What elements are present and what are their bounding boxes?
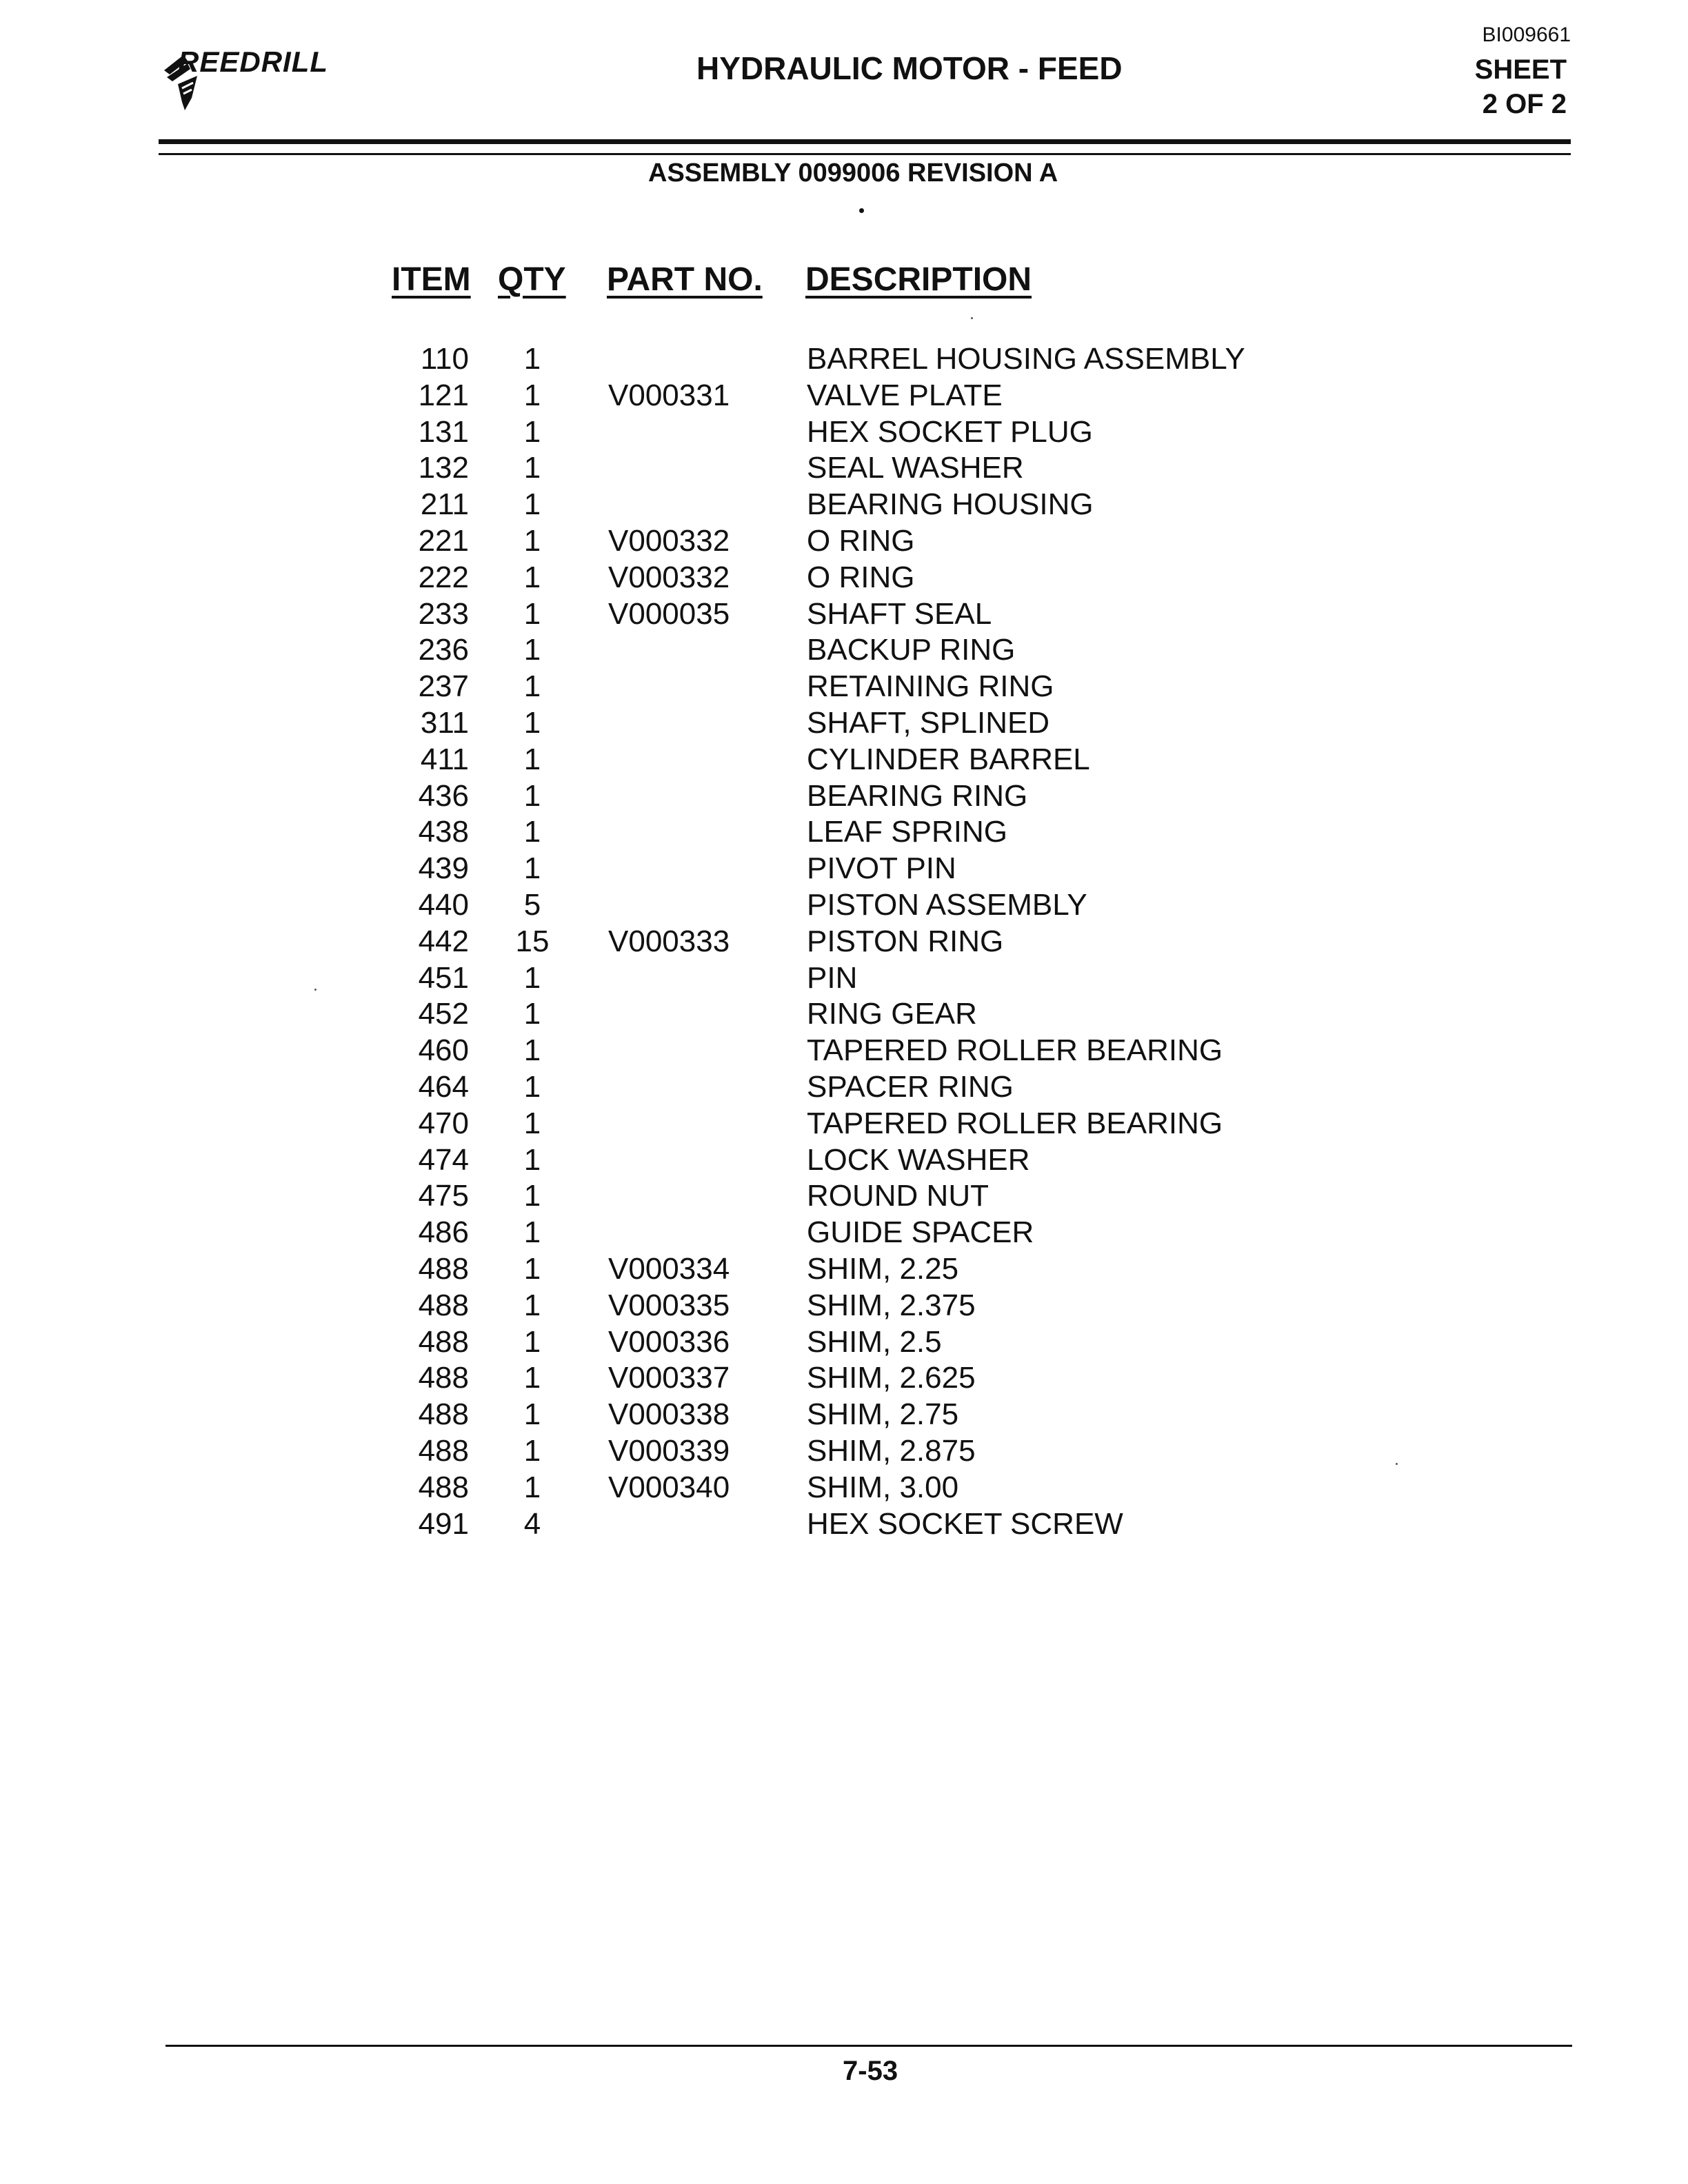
table-row [0, 1251, 1688, 1288]
quantity: 1 [523, 1033, 541, 1068]
scan-speck [1396, 1463, 1398, 1465]
quantity: 1 [523, 1470, 541, 1504]
part-description: SHAFT, SPLINED [807, 705, 1050, 740]
quantity: 1 [523, 487, 541, 522]
table-row [0, 487, 1688, 523]
part-description: PISTON RING [807, 924, 1004, 958]
part-description: SHIM, 3.00 [807, 1470, 959, 1504]
part-number: V000035 [608, 596, 730, 631]
item-number: 470 [418, 1106, 469, 1140]
table-row [0, 960, 1688, 997]
part-description: SHAFT SEAL [807, 596, 992, 631]
part-description: HEX SOCKET PLUG [807, 414, 1093, 449]
item-number: 121 [418, 378, 469, 412]
quantity: 1 [523, 560, 541, 594]
quantity: 1 [523, 778, 541, 813]
quantity: 1 [523, 1397, 541, 1432]
quantity: 1 [523, 669, 541, 704]
item-number: 474 [418, 1142, 469, 1177]
part-description: SHIM, 2.25 [807, 1251, 959, 1286]
item-number: 488 [418, 1397, 469, 1432]
quantity: 1 [523, 1361, 541, 1395]
part-description: LOCK WASHER [807, 1142, 1030, 1177]
quantity: 1 [523, 596, 541, 631]
quantity: 1 [523, 633, 541, 667]
part-description: RETAINING RING [807, 669, 1054, 704]
table-row [0, 1178, 1688, 1215]
table-row [0, 450, 1688, 487]
table-row [0, 705, 1688, 742]
part-description: PISTON ASSEMBLY [807, 887, 1087, 922]
part-description: BEARING RING [807, 778, 1028, 813]
table-row [0, 996, 1688, 1033]
part-description: TAPERED ROLLER BEARING [807, 1033, 1223, 1068]
part-description: HEX SOCKET SCREW [807, 1506, 1123, 1541]
company-logo [157, 43, 364, 112]
table-row [0, 851, 1688, 887]
table-row [0, 1470, 1688, 1506]
header-rule-thin [159, 153, 1571, 155]
part-description: SPACER RING [807, 1069, 1014, 1104]
table-row [0, 560, 1688, 596]
part-description: RING GEAR [807, 997, 977, 1031]
table-row [0, 778, 1688, 815]
table-row [0, 1506, 1688, 1543]
part-description: ROUND NUT [807, 1179, 989, 1213]
table-row [0, 414, 1688, 451]
quantity: 1 [523, 1288, 541, 1322]
quantity: 1 [523, 851, 541, 886]
part-description: O RING [807, 523, 915, 558]
table-row [0, 1397, 1688, 1433]
item-number: 451 [418, 960, 469, 995]
quantity: 4 [523, 1506, 541, 1541]
quantity: 1 [523, 960, 541, 995]
part-number: V000339 [608, 1433, 730, 1468]
table-row [0, 1215, 1688, 1251]
table-row [0, 1324, 1688, 1361]
table-row [0, 1106, 1688, 1142]
part-description: SHIM, 2.5 [807, 1324, 942, 1359]
item-number: 131 [418, 414, 469, 449]
part-description: BACKUP RING [807, 633, 1016, 667]
quantity: 1 [523, 815, 541, 849]
part-description: CYLINDER BARREL [807, 742, 1090, 776]
item-number: 475 [418, 1179, 469, 1213]
quantity: 1 [523, 1106, 541, 1140]
item-number: 237 [418, 669, 469, 704]
table-row [0, 1142, 1688, 1179]
item-number: 440 [418, 887, 469, 922]
item-number: 233 [418, 596, 469, 631]
document-id: BI009661 [1482, 23, 1571, 46]
quantity: 1 [523, 378, 541, 412]
part-description: PIVOT PIN [807, 851, 956, 886]
quantity: 5 [523, 887, 541, 922]
quantity: 1 [523, 414, 541, 449]
sheet-label: SHEET [1474, 54, 1567, 85]
quantity: 1 [523, 1433, 541, 1468]
sheet-count: 2 OF 2 [1482, 89, 1567, 119]
part-number: V000331 [608, 378, 730, 412]
part-number: V000333 [608, 924, 730, 958]
scan-speck [971, 317, 973, 319]
logo-wordmark: REEDRILL [178, 46, 328, 78]
part-description: PIN [807, 960, 858, 995]
sheet-indicator [1475, 52, 1567, 121]
part-number: V000337 [608, 1361, 730, 1395]
part-description: O RING [807, 560, 915, 594]
part-description: SHIM, 2.75 [807, 1397, 959, 1432]
table-row [0, 378, 1688, 414]
part-number: V000335 [608, 1288, 730, 1322]
item-number: 110 [420, 342, 469, 376]
part-description: SHIM, 2.375 [807, 1288, 976, 1322]
quantity: 1 [523, 1251, 541, 1286]
item-number: 436 [418, 778, 469, 813]
footer-rule [165, 2045, 1572, 2047]
part-description: GUIDE SPACER [807, 1215, 1034, 1250]
item-number: 488 [418, 1433, 469, 1468]
item-number: 439 [418, 851, 469, 886]
table-row [0, 1033, 1688, 1069]
parts-list [0, 341, 1688, 1542]
item-number: 488 [418, 1470, 469, 1504]
quantity: 1 [523, 1069, 541, 1104]
assembly-revision: ASSEMBLY 0099006 REVISION A [648, 159, 1058, 188]
part-description: SHIM, 2.625 [807, 1361, 976, 1395]
table-row [0, 924, 1688, 960]
quantity: 1 [523, 1142, 541, 1177]
item-number: 488 [418, 1288, 469, 1322]
document-title: HYDRAULIC MOTOR - FEED [696, 50, 1123, 86]
item-number: 486 [418, 1215, 469, 1250]
quantity: 1 [523, 1179, 541, 1213]
quantity: 1 [523, 742, 541, 776]
item-number: 464 [418, 1069, 469, 1104]
item-number: 411 [420, 742, 469, 776]
part-number: V000332 [608, 523, 730, 558]
column-header-part-no: PART NO. [607, 261, 763, 298]
item-number: 438 [418, 815, 469, 849]
part-description: SEAL WASHER [807, 451, 1024, 485]
item-number: 132 [418, 451, 469, 485]
item-number: 488 [418, 1251, 469, 1286]
page-number: 7-53 [843, 2056, 898, 2086]
part-description: TAPERED ROLLER BEARING [807, 1106, 1223, 1140]
item-number: 491 [418, 1506, 469, 1541]
item-number: 311 [420, 705, 469, 740]
column-header-item: ITEM [392, 261, 471, 298]
scan-speck [314, 989, 316, 991]
table-row [0, 814, 1688, 851]
quantity: 1 [523, 997, 541, 1031]
table-row [0, 1288, 1688, 1324]
part-description: SHIM, 2.875 [807, 1433, 976, 1468]
part-number: V000334 [608, 1251, 730, 1286]
part-description: LEAF SPRING [807, 815, 1007, 849]
part-number: V000340 [608, 1470, 730, 1504]
table-row [0, 523, 1688, 560]
table-row [0, 887, 1688, 924]
table-row [0, 742, 1688, 778]
quantity: 1 [523, 451, 541, 485]
part-description: VALVE PLATE [807, 378, 1003, 412]
part-number: V000332 [608, 560, 730, 594]
part-description: BARREL HOUSING ASSEMBLY [807, 342, 1245, 376]
table-row [0, 632, 1688, 669]
item-number: 211 [420, 487, 469, 522]
item-number: 221 [418, 523, 469, 558]
scan-dot [859, 208, 864, 213]
table-row [0, 341, 1688, 378]
header-rule-thick [159, 139, 1571, 144]
quantity: 1 [523, 342, 541, 376]
table-row [0, 1069, 1688, 1106]
quantity: 1 [523, 1324, 541, 1359]
part-number: V000338 [608, 1397, 730, 1432]
item-number: 488 [418, 1361, 469, 1395]
column-header-description: DESCRIPTION [805, 261, 1032, 298]
quantity: 1 [523, 705, 541, 740]
column-header-qty: QTY [498, 261, 566, 298]
item-number: 460 [418, 1033, 469, 1068]
item-number: 488 [418, 1324, 469, 1359]
quantity: 1 [523, 523, 541, 558]
table-row [0, 1433, 1688, 1470]
item-number: 452 [418, 997, 469, 1031]
quantity: 1 [523, 1215, 541, 1250]
part-number: V000336 [608, 1324, 730, 1359]
item-number: 442 [418, 924, 469, 958]
table-row [0, 669, 1688, 705]
table-row [0, 1360, 1688, 1397]
quantity: 15 [515, 924, 550, 958]
item-number: 236 [418, 633, 469, 667]
table-row [0, 596, 1688, 633]
part-description: BEARING HOUSING [807, 487, 1094, 522]
item-number: 222 [418, 560, 469, 594]
